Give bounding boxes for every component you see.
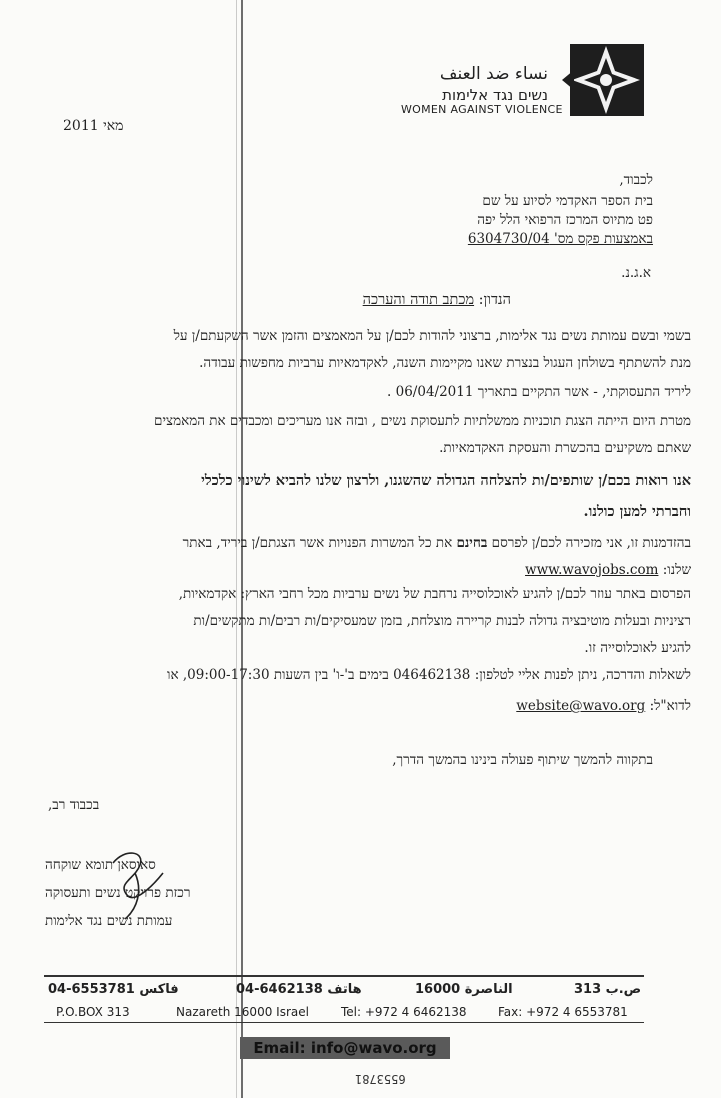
website-link[interactable]: www.wavojobs.com	[525, 562, 659, 578]
subject-prefix: הנדון:	[478, 292, 511, 308]
letter-date: מאי 2011	[63, 118, 124, 134]
greeting: א.ג.נ.	[621, 265, 651, 281]
body-line: מטרת היום הייתה הצגת תוכניות ממשלתיות לתעסוקת נשים , ובזה אנו מעריכים ומכבדים את המאמצים	[154, 413, 691, 429]
contact-line: לשאלות והדרכה, ניתן לפנות אליי לטלפון: 046462138 בימים ב'-ו' בין השעות 09:00-17:30, או	[167, 667, 691, 683]
footer-email: Email: info@wavo.org	[240, 1037, 450, 1059]
footer-phone	[236, 982, 362, 997]
body-line: שאתם משקיעים בהכשרת והעסקת האקדמאיות.	[439, 440, 691, 456]
footer-tel: Tel: +972 4 6462138	[341, 1005, 467, 1019]
recipient-line: בית הספר האקדמי לסיוע על שם	[482, 193, 653, 209]
body-line: רציניות ובעלות מוטיבציה גדולה לבנות קריירה מוצלחת, בזמן שמעסיקים/ות רבים/ות מתקשים/ות	[193, 613, 691, 629]
footer-fax-number: 04-6553781	[48, 982, 135, 997]
footer-fax-en: Fax: +972 4 6553781	[498, 1005, 628, 1019]
footer-city-arabic: الناصرة 16000	[415, 982, 513, 997]
signature-name: סאוסאן תומא שוקחה	[45, 857, 156, 873]
body-line	[525, 562, 691, 578]
body-line: בשמי ובשם עמותת נשים נגד אלימות, ברצוני להודות לכם/ן על המאמצים והזמן אשר השקעתם/ן על	[173, 328, 691, 344]
logo-hebrew-text: נשים נגד אלימות	[442, 86, 548, 104]
recipient-to: לכבוד,	[619, 172, 653, 188]
body-line: מנת להשתתף בשולחן העגול בנצרת שאנו מקיימות השנה, לאקדמאיות ערביות מחפשות עבודה.	[199, 355, 691, 371]
body-text: לדוא"ל:	[649, 698, 691, 714]
recipient-line: פט מתיוס המרכז הרפואי הלל יפה	[477, 212, 653, 228]
footer-pobox: P.O.BOX 313	[56, 1005, 130, 1019]
signature-regards: בכבוד רב,	[48, 797, 100, 813]
footer-fax	[48, 982, 179, 997]
bold-statement: אנו רואות בכם/ן שותפים/ות להצלחה הגדולה שהשגנו, ולרצון שלנו להביא לשינוי כלכלי	[201, 472, 691, 489]
star-flower-icon	[560, 40, 648, 120]
body-text: שלנו:	[662, 562, 691, 578]
handwritten-signature	[105, 843, 175, 923]
recipient-fax-line: באמצעות פקס מס' 6304730/04	[467, 231, 653, 247]
footer-divider	[44, 1022, 644, 1023]
organization-logo	[398, 40, 698, 120]
body-line: להגיע לאוכלוסייה זו.	[584, 640, 691, 656]
stamp-number: 6553781	[355, 1072, 406, 1086]
subject-line	[363, 292, 511, 309]
body-text: בהזדמנות זו, אני מזכירה לכם/ן לפרסם	[491, 535, 691, 551]
body-line: הפרסום באתר עוזר לכם/ן להגיע לאוכלוסייה נרחבת של נשים ערביות מכל רחבי הארץ: אקדמאיות,	[178, 586, 691, 602]
logo-english-text: WOMEN AGAINST VIOLENCE	[401, 103, 563, 116]
body-line: ליריד התעסוקתי, - אשר התקיים בתאריך 06/04/2011 .	[387, 384, 691, 400]
body-line	[183, 535, 691, 551]
signature-org: עמותת נשים נגד אלימות	[45, 913, 173, 929]
email-link[interactable]: website@wavo.org	[516, 698, 646, 714]
footer-po-arabic: ص.ب 313	[574, 982, 642, 997]
contact-line	[516, 698, 691, 714]
signature-title: רכזת פרויקט נשים ותעסוקה	[45, 885, 191, 901]
footer-fax-label: فاكس	[139, 982, 179, 997]
free-text: בחינם	[456, 535, 488, 551]
footer-phone-number: 04-6462138	[236, 982, 323, 997]
logo-arabic-text: نساء ضد العنف	[439, 64, 548, 84]
footer-phone-label: هاتف	[327, 982, 362, 997]
footer-nazareth: Nazareth 16000 Israel	[176, 1005, 309, 1019]
bold-statement: וחברתי למען כולנו.	[583, 503, 691, 520]
closing-line: בתקווה להמשך שיתוף פעולה בינינו בהמשך הדרך,	[392, 752, 653, 768]
footer-divider	[44, 975, 644, 977]
body-text: את כל המשרות הפנויות אשר הצגתם/ן ביריד, באתר	[182, 535, 453, 551]
subject-text: מכתב תודה והערכה	[362, 292, 475, 308]
